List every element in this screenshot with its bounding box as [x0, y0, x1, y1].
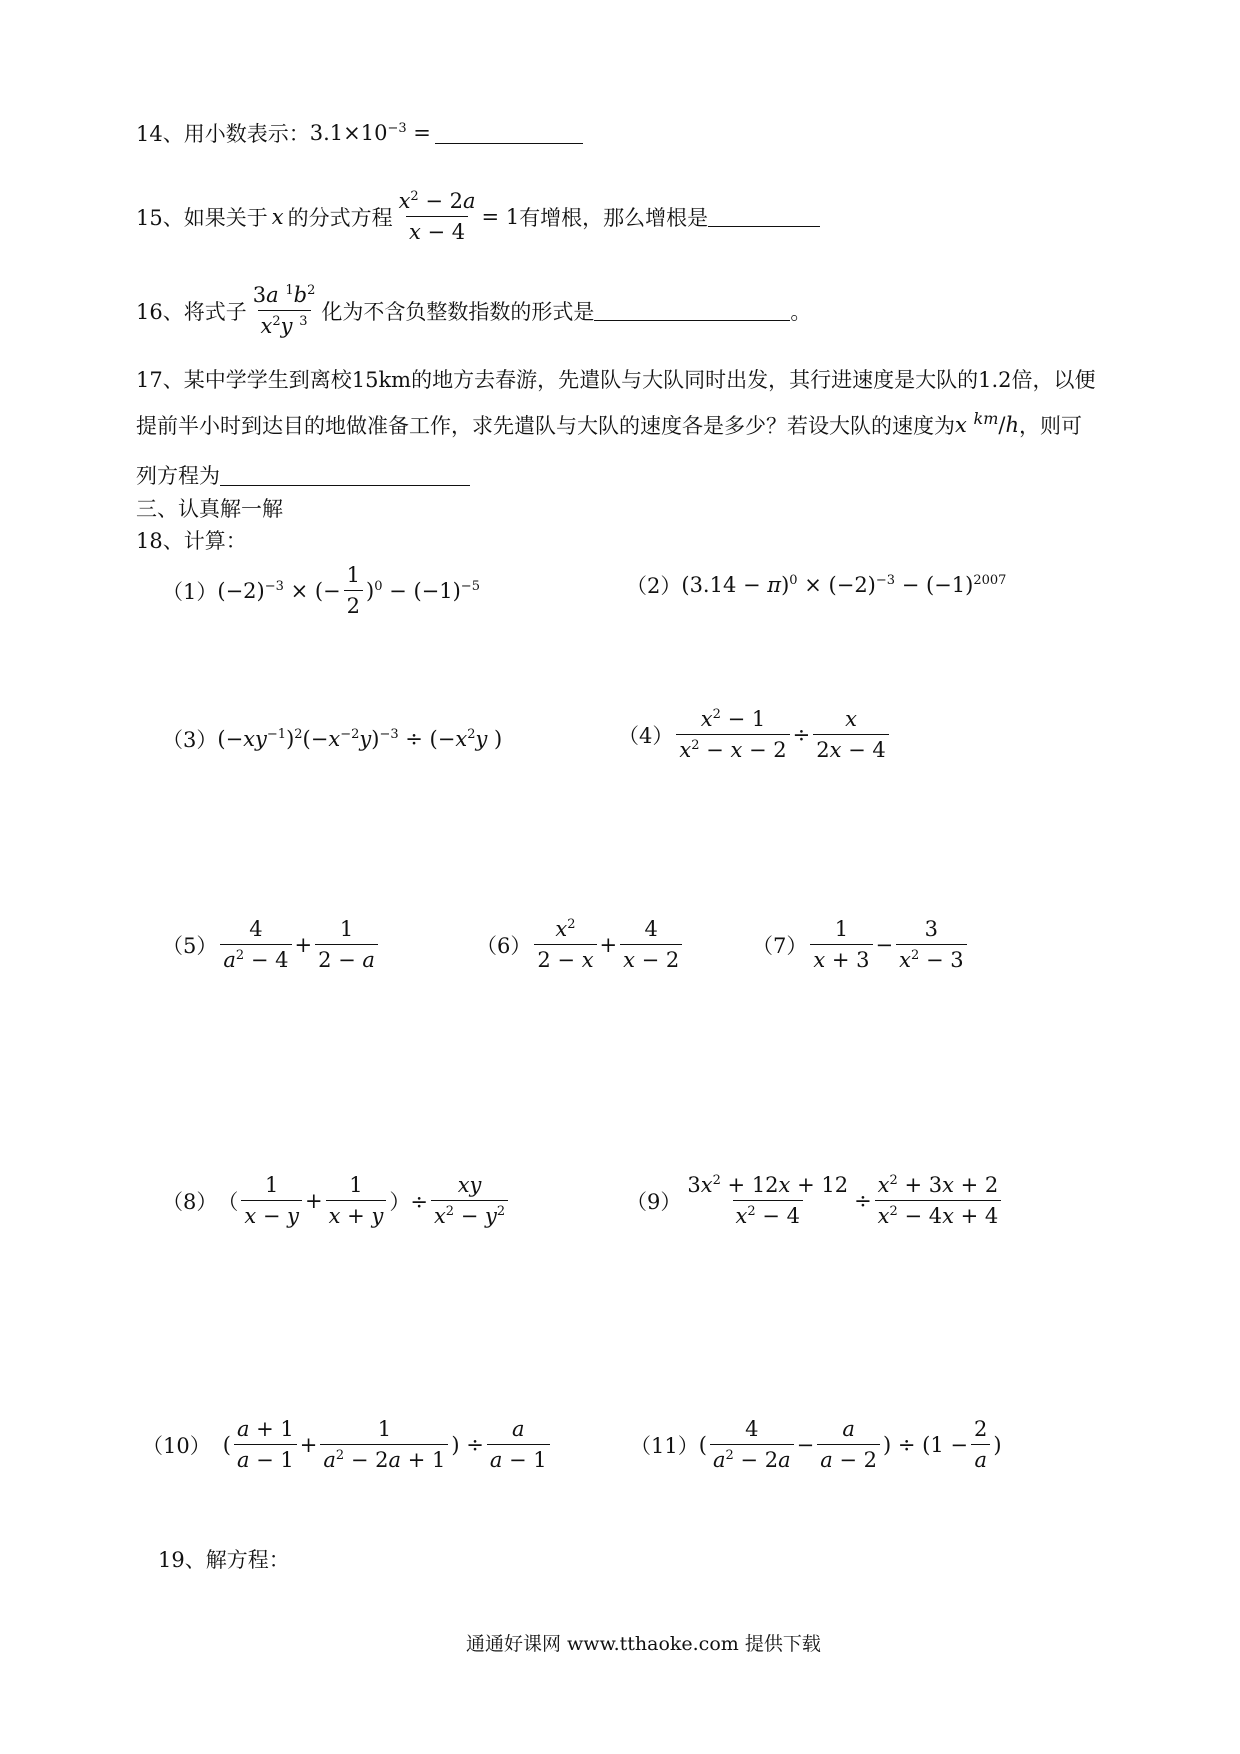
q18-title: 18、计算： [136, 529, 247, 553]
footer-credit: 通通好课网 www.tthaoke.com 提供下载 [466, 1633, 821, 1655]
q18-item-8-label: （8） [162, 1189, 218, 1214]
q18-item-2-expr: $(3.14 - \pi)^0 \times (-2)^{-3} - (-1)^{2007}$ [681, 573, 1007, 597]
q18-item-10: （10） ( $\frac{a + 1}{a - 1}$ + $\frac{1}{a^2 - 2a + 1}$ ) ÷ $\frac{a}{a - 1}$ [142, 1416, 553, 1474]
q18-item-1-fraction: $\frac{1}{2}$ [344, 562, 363, 620]
q16-prefix: 16、将式子 [136, 299, 247, 324]
q18-item-4-label: （4） [618, 723, 674, 748]
q18-item-5: （5） $\frac{4}{a^2 - 4}$ + $\frac{1}{2 - a}$ [162, 916, 381, 974]
q18-item-3-label: （3） [162, 728, 218, 752]
q18-item-4: （4） $\frac{x^2 - 1}{x^2 - x - 2}$ ÷ $\frac{x}{2x - 4}$ [618, 706, 892, 764]
q18-item-11-fraction-c: $\frac{2}{a}$ [971, 1416, 990, 1474]
q18-item-5-fraction-b: $\frac{1}{2 - a}$ [315, 916, 378, 974]
q16-answer-blank[interactable] [594, 300, 790, 321]
q17-line-2b: ，则可 [1019, 414, 1083, 438]
q17-line-2 [136, 410, 1082, 440]
q18-item-1 [162, 562, 480, 620]
q18-item-8: （8） （ $\frac{1}{x - y}$ + $\frac{1}{x + y}$ ）÷ $\frac{xy}{x^2 - y^2}$ [162, 1172, 511, 1230]
q18-item-10-label: （10） [142, 1433, 211, 1458]
q15-variable: x [271, 204, 284, 229]
section-3-title: 三、认真解一解 [136, 497, 283, 521]
q18-item-4-fraction-a: $\frac{x^2 - 1}{x^2 - x - 2}$ [676, 706, 789, 764]
q16-fraction: $\frac{3a ^1b^2}{x^2y ^3}$ [252, 283, 316, 339]
q18-item-8-fraction-c: $\frac{xy}{x^2 - y^2}$ [431, 1172, 508, 1230]
q15-text-a: 的分式方程 [287, 205, 393, 230]
q18-item-3 [162, 724, 502, 754]
q17-unit: x $^{km}$/h [955, 409, 1020, 437]
q15-prefix: 15、如果关于 [136, 205, 268, 230]
q18-item-9: （9） $\frac{3x^2 + 12x + 12}{x^2 - 4}$ ÷ $\frac{x^2 + 3x + 2}{x^2 - 4x + 4}$ [626, 1172, 1004, 1230]
q15-text-b: 有增根，那么增根是 [519, 205, 709, 230]
question-15 [136, 188, 820, 246]
q18-item-9-fraction-a: $\frac{3x^2 + 12x + 12}{x^2 - 4}$ [687, 1173, 849, 1229]
q18-item-5-fraction-a: $\frac{4}{a^2 - 4}$ [220, 916, 291, 974]
q18-item-11-fraction-a: $\frac{4}{a^2 - 2a}$ [710, 1416, 794, 1474]
q18-item-3-expr: $(-xy^{-1})^2(-x^{-2}y)^{-3} \div (-x^2y$ ) [217, 727, 503, 751]
q14-answer-blank[interactable] [435, 123, 583, 144]
q16-end: 。 [790, 299, 812, 324]
q18-item-6-label: （6） [476, 933, 532, 958]
q18-item-9-label: （9） [626, 1189, 682, 1214]
q18-item-7: （7） $\frac{1}{x + 3}$ − $\frac{3}{x^2 - 3}$ [752, 916, 970, 974]
q18-item-2-label: （2） [626, 574, 682, 598]
q18-item-8-fraction-b: $\frac{1}{x + y}$ [326, 1172, 387, 1230]
q18-item-1-expr-tail: )$^0 - (-1)^{-5}$ [366, 578, 480, 603]
q14-prefix: 14、用小数表示： [136, 122, 310, 146]
q18-item-2 [626, 570, 1006, 600]
q18-item-9-fraction-b: $\frac{x^2 + 3x + 2}{x^2 - 4x + 4}$ [875, 1172, 1002, 1230]
q18-item-6-fraction-b: $\frac{4}{x - 2}$ [620, 916, 682, 974]
q18-item-10-fraction-b: $\frac{1}{a^2 - 2a + 1}$ [320, 1416, 448, 1474]
question-14 [136, 118, 583, 148]
q18-item-11-label: （11） [630, 1433, 699, 1458]
q18-item-6-fraction-a: $\frac{x^2}{2 - x}$ [534, 916, 596, 974]
q18-item-4-fraction-b: $\frac{x}{2x - 4}$ [813, 706, 889, 764]
q17-line-1: 17、某中学学生到离校15km的地方去春游，先遣队与大队同时出发，其行进速度是大队的1.2倍，以便 [136, 368, 1096, 392]
q18-item-10-fraction-a: $\frac{a + 1}{a - 1}$ [234, 1416, 297, 1474]
q17-line-2a: 提前半小时到达目的地做准备工作，求先遣队与大队的速度各是多少？若设大队的速度为 [136, 414, 955, 438]
q15-equals-one: = 1 [481, 204, 520, 229]
q18-item-7-label: （7） [752, 933, 808, 958]
q17-line-3-text: 列方程为 [136, 464, 220, 488]
q19-title: 19、解方程： [158, 1548, 290, 1572]
q17-answer-blank[interactable] [220, 465, 470, 486]
q15-answer-blank[interactable] [708, 206, 820, 227]
q18-item-1-expr: $(-2)^{-3}$ × (− [217, 578, 341, 603]
q17-line-3 [136, 460, 470, 490]
q18-item-11: （11） ( $\frac{4}{a^2 - 2a}$ − $\frac{a}{a - 2}$ ) ÷ (1 − $\frac{2}{a}$ ) [630, 1417, 1002, 1473]
q18-item-10-fraction-c: $\frac{a}{a - 1}$ [487, 1416, 550, 1474]
q15-fraction: $\frac{x^2 - 2a}{x - 4}$ [398, 189, 476, 245]
q18-item-5-label: （5） [162, 933, 218, 958]
q18-item-7-fraction-b: $\frac{3}{x^2 - 3}$ [896, 916, 966, 974]
q18-item-6: （6） $\frac{x^2}{2 - x}$ + $\frac{4}{x - 2}$ [476, 916, 685, 974]
q18-item-8-fraction-a: $\frac{1}{x - y}$ [241, 1172, 302, 1230]
question-16 [136, 282, 811, 340]
q18-item-7-fraction-a: $\frac{1}{x + 3}$ [810, 916, 872, 974]
q18-item-1-label: （1） [162, 579, 218, 604]
q18-item-11-fraction-b: $\frac{a}{a - 2}$ [817, 1416, 880, 1474]
q14-expression: $3.1\times 10^{-3}$ = [309, 121, 431, 145]
q16-text: 化为不含负整数指数的形式是 [321, 299, 595, 324]
